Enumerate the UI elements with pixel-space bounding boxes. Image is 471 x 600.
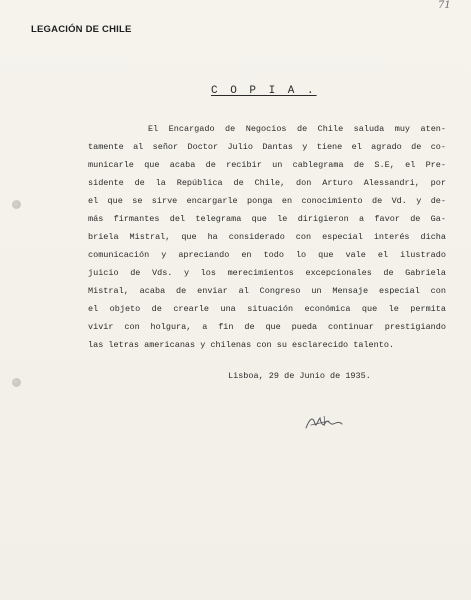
body-line: tamente al señor Doctor Julio Dantas y tiene el agrado de co- [88,142,446,152]
folio-number: 71 [438,0,451,11]
body-line: El Encargado de Negocios de Chile saluda muy aten- [148,124,446,134]
body-line: vivir con holgura, a fin de que pueda continuar prestigiando [88,322,446,332]
letter-body [88,120,446,354]
punch-hole [12,200,21,209]
body-line: las letras americanas y chilenas con su esclarecido talento. [88,340,395,350]
body-line: municarle que acaba de recibir un cablegrama de S.E, el Pre- [88,160,446,170]
letterhead: LEGACIÓN DE CHILE [31,24,132,35]
punch-hole [12,378,21,387]
body-line: sidente de la República de Chile, don Arturo Alessandri, por [88,178,446,188]
document-title: C O P I A . [211,85,317,97]
body-line: el objeto de crearle una situación económica que le permita [88,304,446,314]
body-line: Mistral, acaba de enviar al Congreso un Mensaje especial con [88,286,446,296]
body-line: comunicación y apreciando en todo lo que vale el ilustrado [88,250,446,260]
signature-mark [303,412,345,434]
body-line: más firmantes del telegrama que le dirigieron a favor de Ga- [88,214,446,224]
body-line: briela Mistral, que ha considerado con especial interés dicha [88,232,446,242]
body-line: juicio de Vds. y los merecimientos excepcionales de Gabriela [88,268,446,278]
body-line: el que se sirve encargarle ponga en conocimiento de Vd. y de- [88,196,446,206]
place-date: Lisboa, 29 de Junio de 1935. [228,371,371,381]
